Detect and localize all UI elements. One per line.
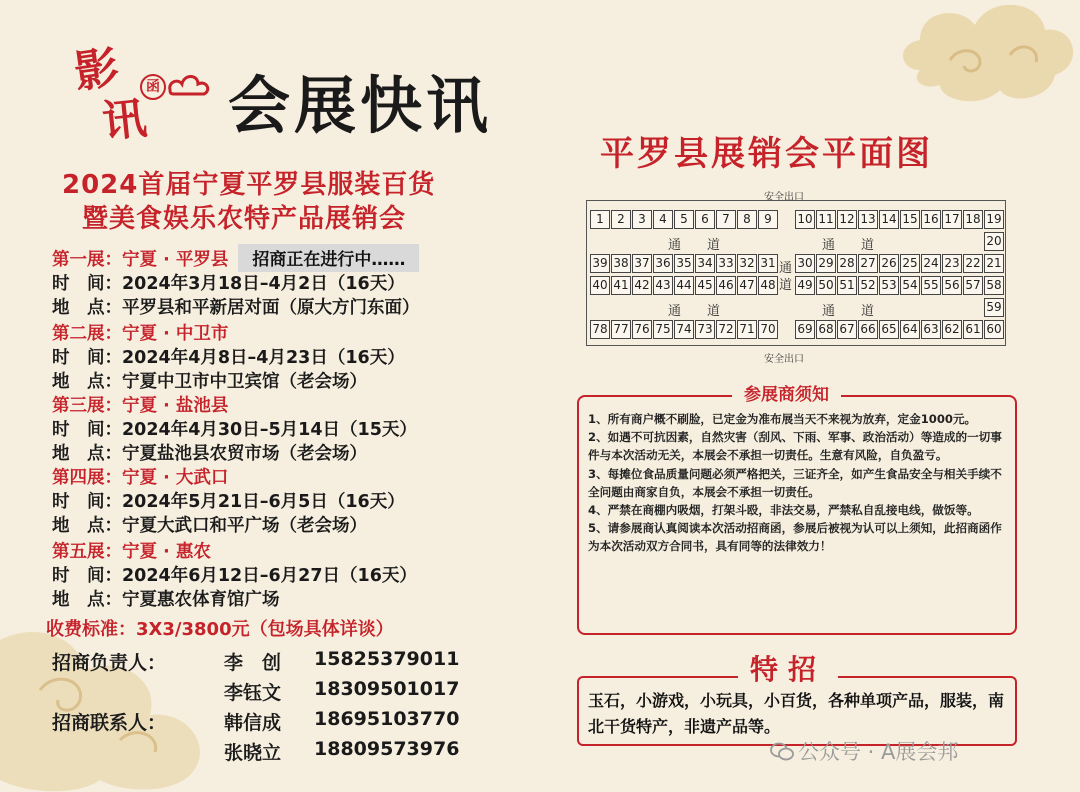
event-headline-line2: 暨美食娱乐农特产品展销会 [82,204,407,234]
rule-item-1: 1、所有商户概不刷脸，已定金为准布展当天不来视为放弃，定金1000元。 [588,412,977,426]
floor-plan-title: 平罗县展销会平面图 [600,134,933,174]
contact-name-3: 韩信成 [224,712,282,734]
booth-17: 17 [942,210,962,229]
manager-label: 招商负责人： [52,652,167,674]
schedule-time-3: 时 间：2024年4月30日–5月14日（15天） [52,420,417,440]
aisle-label-2-left: 通 道 [668,304,721,319]
booth-38: 38 [611,254,631,273]
schedule-place-2: 地 点：宁夏中卫市中卫宾馆（老会场） [52,372,367,392]
booth-4: 4 [653,210,673,229]
contact-phone-1: 15825379011 [314,648,460,670]
booth-20: 20 [984,232,1004,251]
status-badge: 招商正在进行中…… [238,244,419,272]
schedule-place-5: 地 点：宁夏惠农体育馆广场 [52,590,280,610]
brand-logo [62,34,212,149]
rule-item-5: 5、请参展商认真阅读本次活动招商函，参展后被视为认可以上须知，此招商函作为本次活动双方合同书，具有同等的法律效力！ [588,521,1002,554]
rule-item-2: 2、如遇不可抗因素，自然灾害（刮风、下雨、军事、政治活动）等造成的一切事件与本次活动无关，本展会不承担一切责任。生意有风险，自负盈亏。 [588,430,1002,463]
contact-phone-2: 18309501017 [314,678,460,700]
special-recruit-title: 特招 [738,648,838,688]
booth-15: 15 [900,210,920,229]
booth-54: 54 [900,276,920,295]
booth-row-4-left [590,320,779,339]
booth-33: 33 [716,254,736,273]
booth-1: 1 [590,210,610,229]
booth-5: 5 [674,210,694,229]
contact-phone-4: 18809573976 [314,738,460,760]
booth-75: 75 [653,320,673,339]
booth-29: 29 [816,254,836,273]
booth-37: 37 [632,254,652,273]
booth-65: 65 [879,320,899,339]
schedule-time-4: 时 间：2024年5月21日–6月5日（16天） [52,492,405,512]
aisle-label-1-right: 通 道 [822,238,875,253]
booth-71: 71 [737,320,757,339]
schedule-time-1: 时 间：2024年3月18日–4月2日（16天） [52,274,405,294]
booth-3: 3 [632,210,652,229]
contact-label: 招商联系人： [52,712,167,734]
logo-cloud-icon [166,70,212,100]
booth-69: 69 [795,320,815,339]
booth-52: 52 [858,276,878,295]
booth-row-2-left [590,254,779,273]
logo-char-ying: 影 [71,42,122,99]
booth-row-4-right [795,320,1005,339]
booth-74: 74 [674,320,694,339]
schedule-place-3: 地 点：宁夏盐池县农贸市场（老会场） [52,444,367,464]
booth-7: 7 [716,210,736,229]
page-title: 会展快讯 [228,69,493,142]
booth-46: 46 [716,276,736,295]
booth-6: 6 [695,210,715,229]
booth-35: 35 [674,254,694,273]
booth-16: 16 [921,210,941,229]
schedule-stop-1 [52,244,419,272]
booth-22: 22 [963,254,983,273]
booth-64: 64 [900,320,920,339]
contact-name-4: 张晓立 [224,742,282,764]
booth-21: 21 [984,254,1004,273]
fee-standard: 收费标准：3X3/3800元（包场具体详谈） [46,619,394,640]
schedule-place-4: 地 点：宁夏大武口和平广场（老会场） [52,516,367,536]
schedule-stop-3: 第三展：宁夏 · 盐池县 [52,396,229,416]
booth-60: 60 [984,320,1004,339]
booth-10: 10 [795,210,815,229]
booth-39: 39 [590,254,610,273]
contact-name-2: 李钰文 [224,682,282,704]
logo-char-xun: 讯 [99,92,150,149]
logo-char-han: 函 [140,74,166,100]
booth-43: 43 [653,276,673,295]
booth-68: 68 [816,320,836,339]
schedule-stop-2: 第二展：宁夏 · 中卫市 [52,324,229,344]
booth-18: 18 [963,210,983,229]
booth-67: 67 [837,320,857,339]
exhibitor-rules-title: 参展商须知 [732,380,841,405]
booth-41: 41 [611,276,631,295]
booth-32: 32 [737,254,757,273]
booth-49: 49 [795,276,815,295]
aisle-label-2-right: 通 道 [822,304,875,319]
booth-row-1-right [795,210,1005,229]
booth-26: 26 [879,254,899,273]
special-recruit-text: 玉石，小游戏，小玩具，小百货，各种单项产品，服装，南北干货特产，非遗产品等。 [588,691,1005,736]
aisle-vertical-label: 通道 [779,261,793,293]
schedule-time-5: 时 间：2024年6月12日–6月27日（16天） [52,566,417,586]
rule-item-3: 3、每摊位食品质量问题必须严格把关，三证齐全，如产生食品安全与相关手续不全问题由商家自负，本展会不承担一切责任。 [588,466,1002,499]
booth-11: 11 [816,210,836,229]
booth-63: 63 [921,320,941,339]
booth-34: 34 [695,254,715,273]
booth-2: 2 [611,210,631,229]
booth-70: 70 [758,320,778,339]
booth-62: 62 [942,320,962,339]
booth-27: 27 [858,254,878,273]
cloud-decoration-top-right [880,0,1080,120]
stop-label: 第一展：宁夏 · 平罗县 [52,250,229,270]
booth-58: 58 [984,276,1004,295]
booth-45: 45 [695,276,715,295]
schedule-place-1: 地 点：平罗县和平新居对面（原大方门东面） [52,298,420,318]
booth-row-3-left [590,276,779,295]
contact-name-1: 李 创 [224,652,282,674]
booth-19: 19 [984,210,1004,229]
booth-76: 76 [632,320,652,339]
booth-56: 56 [942,276,962,295]
booth-row-2-right [795,254,1005,273]
booth-78: 78 [590,320,610,339]
booth-14: 14 [879,210,899,229]
booth-48: 48 [758,276,778,295]
rule-item-4: 4、严禁在商棚内吸烟，打架斗殴，非法交易，严禁私自乱接电线，做饭等。 [588,503,979,518]
booth-36: 36 [653,254,673,273]
exit-label-bottom: 安全出口 [764,354,804,365]
booth-53: 53 [879,276,899,295]
booth-51: 51 [837,276,857,295]
event-headline-line1: 2024首届宁夏平罗县服装百货 [62,170,436,200]
booth-row-1-left [590,210,779,229]
booth-59: 59 [984,298,1004,317]
booth-57: 57 [963,276,983,295]
booth-9: 9 [758,210,778,229]
booth-42: 42 [632,276,652,295]
booth-24: 24 [921,254,941,273]
booth-47: 47 [737,276,757,295]
booth-77: 77 [611,320,631,339]
booth-30: 30 [795,254,815,273]
watermark-text: 公众号 · A展会邦 [798,740,959,764]
booth-8: 8 [737,210,757,229]
booth-13: 13 [858,210,878,229]
contact-phone-3: 18695103770 [314,708,460,730]
booth-66: 66 [858,320,878,339]
wechat-watermark [770,736,958,766]
booth-72: 72 [716,320,736,339]
booth-44: 44 [674,276,694,295]
booth-28: 28 [837,254,857,273]
wechat-icon [770,742,794,762]
schedule-time-2: 时 间：2024年4月8日–4月23日（16天） [52,348,405,368]
booth-61: 61 [963,320,983,339]
aisle-label-1-left: 通 道 [668,238,721,253]
schedule-stop-5: 第五展：宁夏 · 惠农 [52,542,211,562]
exhibitor-rules-list [588,410,1010,556]
booth-25: 25 [900,254,920,273]
booth-50: 50 [816,276,836,295]
booth-12: 12 [837,210,857,229]
booth-73: 73 [695,320,715,339]
booth-23: 23 [942,254,962,273]
booth-55: 55 [921,276,941,295]
booth-row-3-right [795,276,1005,295]
booth-31: 31 [758,254,778,273]
schedule-stop-4: 第四展：宁夏 · 大武口 [52,468,229,488]
exit-label-top: 安全出口 [764,192,804,203]
booth-40: 40 [590,276,610,295]
